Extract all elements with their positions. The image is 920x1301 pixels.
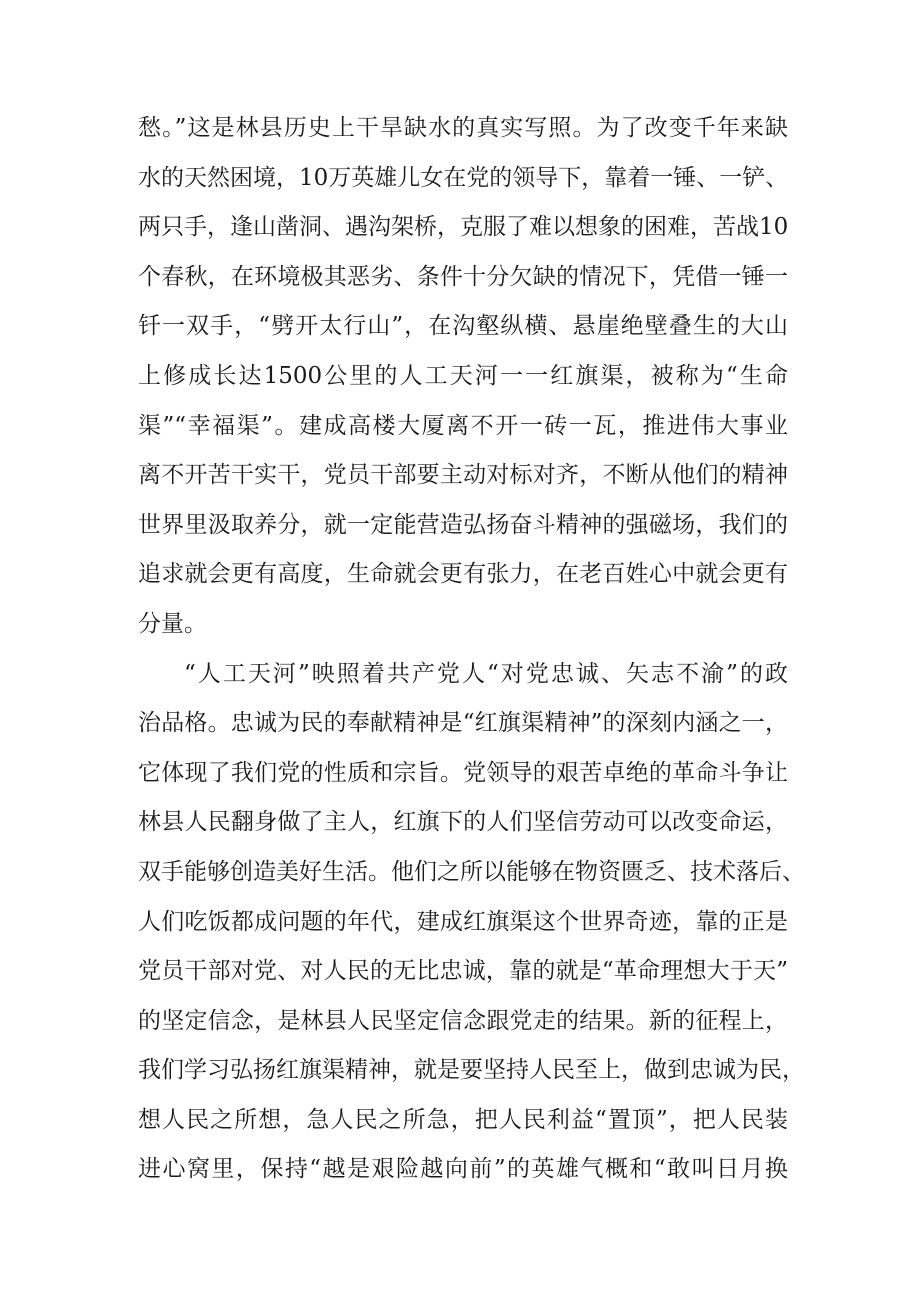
text-line: 人们吃饭都成问题的年代，建成红旗渠这个世界奇迹，靠的正是 bbox=[138, 908, 788, 935]
text-line: 上修成长达1500公里的人工天河一一红旗渠，被称为“生命 bbox=[138, 362, 788, 389]
text-line: 的坚定信念，是林县人民坚定信念跟党走的结果。新的征程上， bbox=[138, 1007, 788, 1034]
text-line: 进心窝里，保持“越是艰险越向前”的英雄气概和“敢叫日月换 bbox=[138, 1156, 788, 1183]
text-line: 水的天然困境，10万英雄儿女在党的领导下，靠着一锤、一铲、 bbox=[138, 164, 789, 191]
text-line: 治品格。忠诚为民的奉献精神是“红旗渠精神”的深刻内涵之一， bbox=[138, 710, 788, 737]
text-line: 双手能够创造美好生活。他们之所以能够在物资匮乏、技术落后、 bbox=[138, 858, 805, 885]
text-line: 愁。”这是林县历史上干旱缺水的真实写照。为了改变千年来缺 bbox=[138, 115, 788, 141]
text-line: 我们学习弘扬红旗渠精神，就是要坚持人民至上，做到忠诚为民， bbox=[138, 1057, 805, 1084]
text-line: 离不开苦干实干，党员干部要主动对标对齐，不断从他们的精神 bbox=[138, 462, 788, 489]
text-line: 林县人民翻身做了主人，红旗下的人们坚信劳动可以改变命运， bbox=[138, 809, 788, 836]
text-line: 党员干部对党、对人民的无比忠诚，靠的就是“革命理想大于天” bbox=[138, 958, 788, 985]
text-line: 两只手，逢山凿洞、遇沟架桥，克服了难以想象的困难，苦战10 bbox=[138, 214, 789, 241]
text-line: 钎一双手，“劈开太行山”，在沟壑纵横、悬崖绝壁叠生的大山 bbox=[138, 313, 788, 340]
text-line: 世界里汲取养分，就一定能营造弘扬奋斗精神的强磁场，我们的 bbox=[138, 511, 788, 538]
text-line: 个春秋，在环境极其恶劣、条件十分欠缺的情况下，凭借一锤一 bbox=[138, 263, 788, 290]
text-line: 想人民之所想，急人民之所急，把人民利益“置顶”，把人民装 bbox=[138, 1106, 788, 1133]
body-text bbox=[138, 104, 805, 1195]
paragraph-first-line: “人工天河”映照着共产党人“对党忠诚、矢志不渝”的政 bbox=[184, 660, 788, 687]
text-line: 它体现了我们党的性质和宗旨。党领导的艰苦卓绝的革命斗争让 bbox=[138, 759, 788, 786]
text-line: 分量。 bbox=[138, 610, 207, 637]
text-line: 渠”“幸福渠”。建成高楼大厦离不开一砖一瓦，推进伟大事业 bbox=[138, 412, 788, 439]
text-line: 追求就会更有高度，生命就会更有张力，在老百姓心中就会更有 bbox=[138, 561, 788, 588]
